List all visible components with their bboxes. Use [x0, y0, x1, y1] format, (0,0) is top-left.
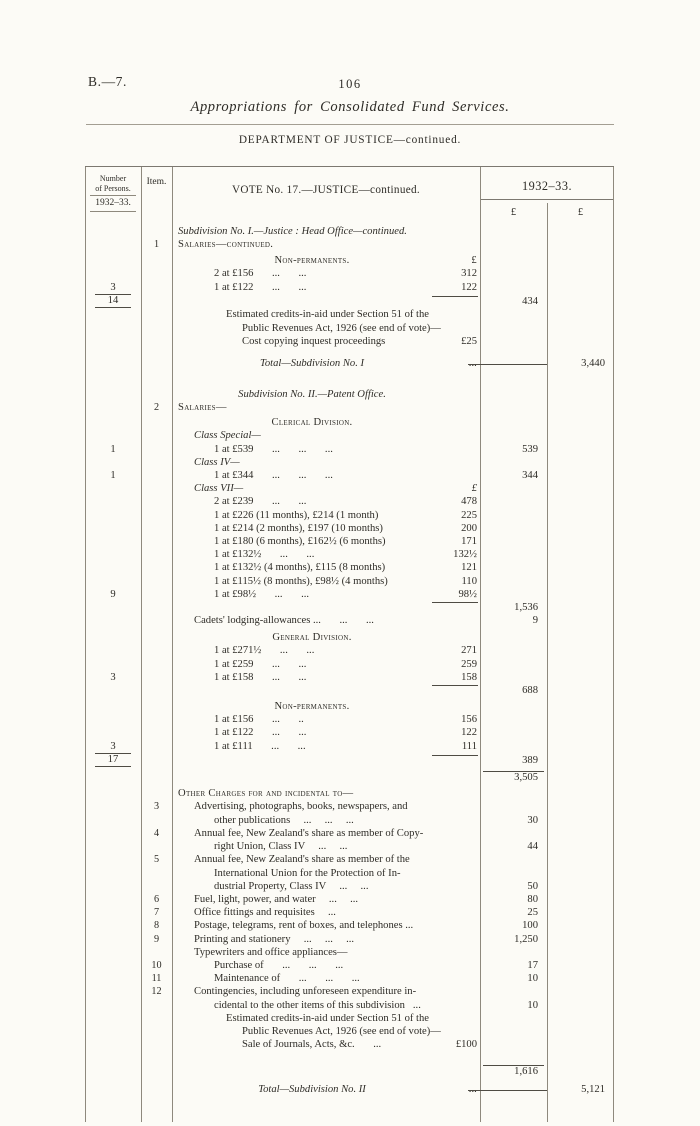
entry-cell [172, 959, 480, 972]
entry-text: 2 at £239 ... ... [214, 496, 307, 508]
entry-cell [172, 254, 480, 267]
table-border-left [85, 167, 86, 1122]
entry-text: Estimated credits-in-aid under Section 51 of the [226, 309, 429, 321]
spacer-row [85, 348, 614, 357]
pound-symbol-2: £ [577, 207, 584, 218]
entry-text: Estimated credits-in-aid under Section 51 of the [226, 1012, 429, 1024]
persons-cell: 3 [110, 740, 116, 752]
entry-text: International Union for the Protection of In- [214, 867, 401, 879]
entry-cell [172, 726, 480, 739]
table-border-right [613, 167, 614, 1122]
table-body [85, 225, 614, 1122]
entry-cell [172, 933, 480, 946]
entry-text: Cadets' lodging-allowances ... ... ... [194, 615, 374, 627]
entry-text: 1 at £98½ ... ... [214, 588, 310, 600]
table-row [85, 999, 614, 1012]
entry-text: 1 at £122 ... ... [214, 727, 307, 739]
amount-col-1-cell: 3,505 [480, 771, 547, 784]
table-row [85, 814, 614, 827]
table-header [85, 167, 614, 225]
entry-text: Total—Subdivision No. II [258, 1083, 366, 1095]
table-row [85, 509, 614, 522]
entry-text: 1 at £180 (6 months), £162½ (6 months) [214, 536, 386, 548]
entry-cell [172, 1083, 480, 1096]
persons-cell [85, 753, 141, 768]
entry-text: 1 at £539 ... ... ... [214, 443, 333, 455]
spacer-row [85, 1096, 614, 1122]
entry-text: Annual fee, New Zealand's share as member of Copy- [194, 827, 424, 839]
entry-text: Printing and stationery ... ... ... [194, 933, 355, 945]
entry-cell [172, 575, 480, 588]
amount-col-1-cell [480, 1083, 547, 1096]
entry-text: Subdivision No. II.—Patent Office. [238, 389, 386, 401]
year-label: 1932–33. [521, 179, 573, 193]
table-row [85, 867, 614, 880]
amount-col-1-cell: 100 [522, 920, 538, 932]
inner-amount: 225 [461, 509, 477, 521]
entry-cell [172, 631, 480, 644]
entry-text: Public Revenues Act, 1926 (see end of vote)— [242, 322, 441, 334]
amount-col-1-cell: 30 [527, 814, 538, 826]
entry-text: Class IV— [194, 456, 240, 468]
entry-cell [172, 671, 480, 684]
entry-text: Non-permanents. [274, 255, 350, 267]
entry-cell [172, 308, 480, 321]
sum-rule [432, 755, 478, 756]
inner-amount: ... [469, 358, 477, 370]
entry-text: 1 at £214 (2 months), £197 (10 months) [214, 522, 383, 534]
inner-amount: 110 [461, 575, 477, 587]
table-row [85, 308, 614, 321]
persons-cell [85, 294, 141, 309]
table-row [85, 456, 614, 469]
entry-cell [172, 700, 480, 713]
item-cell: 4 [153, 827, 160, 839]
entry-cell [172, 469, 480, 482]
persons-sum: 17 [95, 753, 131, 768]
department-heading: DEPARTMENT OF JUSTICE—continued. [238, 134, 462, 146]
entry-text: Salaries— [178, 402, 227, 414]
table-row [85, 322, 614, 335]
item-cell: 1 [153, 239, 160, 251]
inner-amount: £100 [455, 1039, 477, 1051]
entry-cell [172, 658, 480, 671]
table-row [85, 522, 614, 535]
entry-cell [172, 495, 480, 508]
entry-text: Clerical Division. [271, 417, 353, 429]
spacer-row [85, 1051, 614, 1065]
table-row [85, 383, 614, 401]
table-row [85, 697, 614, 713]
entry-cell [172, 509, 480, 522]
entry-cell [172, 588, 480, 601]
persons-column-header [85, 167, 141, 225]
table-row [85, 933, 614, 946]
amount-col-1-cell: 9 [532, 615, 538, 627]
amount-col-1-cell: 50 [527, 880, 538, 892]
entry-text: Subdivision No. I.—Justice : Head Office—continued. [178, 226, 407, 237]
entry-cell [172, 853, 480, 866]
entry-text: Fuel, light, power, and water ... ... [194, 893, 359, 905]
table-row [85, 906, 614, 919]
entry-cell [172, 238, 480, 251]
item-cell: 3 [153, 801, 160, 813]
entry-text: cidental to the other items of this subdivision ... [214, 999, 421, 1011]
entry-cell [172, 614, 480, 627]
entry-text: Class Special— [194, 430, 261, 442]
item-cell: 2 [153, 402, 160, 414]
entry-text: 1 at £122 ... ... [214, 281, 307, 293]
item-cell: 5 [153, 854, 160, 866]
table-row [85, 443, 614, 456]
entry-cell [172, 985, 480, 998]
table-row [85, 671, 614, 684]
inner-amount: 312 [461, 268, 477, 280]
divider-persons-item [141, 167, 142, 1122]
entry-cell [172, 561, 480, 574]
persons-header-rule [90, 195, 136, 196]
table-row [85, 985, 614, 998]
entry-text: right Union, Class IV ... ... [214, 841, 348, 853]
table-row [85, 225, 614, 238]
entry-cell [172, 919, 480, 932]
table-row [85, 1012, 614, 1025]
entry-text: 1 at £111 ... ... [214, 740, 306, 752]
persons-header-rule-2 [90, 211, 136, 212]
table-row [85, 294, 614, 309]
entry-text: Office fittings and requisites ... [194, 907, 336, 919]
entry-text: Salaries—continued. [178, 239, 274, 251]
item-cell: 9 [153, 933, 160, 945]
table-row [85, 713, 614, 726]
entry-cell [172, 429, 480, 442]
inner-amount: 478 [461, 496, 477, 508]
entry-text: 1 at £226 (11 months), £214 (1 month) [214, 509, 379, 521]
entry-text: Cost copying inquest proceedings [242, 335, 386, 347]
sum-rule [432, 685, 478, 686]
table-row [85, 335, 614, 348]
entry-text: 1 at £132½ (4 months), £115 (8 months) [214, 562, 386, 574]
entry-cell [172, 522, 480, 535]
table-row [85, 238, 614, 251]
table-row [85, 784, 614, 800]
table-row [85, 627, 614, 644]
inner-amount: 156 [461, 714, 477, 726]
table-row [85, 853, 614, 866]
entry-cell [172, 906, 480, 919]
table-row [85, 753, 614, 768]
table-row [85, 827, 614, 840]
amount-col-1-cell: 80 [527, 893, 538, 905]
table-row [85, 767, 614, 784]
entry-text: Total—Subdivision No. I [259, 358, 365, 370]
inner-amount: ... [469, 1083, 477, 1095]
entry-text: Sale of Journals, Acts, &c. ... [242, 1039, 382, 1051]
inner-amount: 122 [461, 281, 477, 293]
entry-text: General Division. [272, 632, 352, 644]
entry-cell [172, 335, 480, 348]
persons-cell: 1 [110, 470, 116, 482]
entry-cell [172, 1012, 480, 1025]
entry-cell [172, 946, 480, 959]
inner-amount: 98½ [458, 588, 477, 600]
entry-cell [172, 357, 480, 370]
persons-header-line2: of Persons. [95, 183, 131, 193]
table-row [85, 800, 614, 813]
page-number: 106 [338, 77, 362, 91]
entry-cell [172, 814, 480, 827]
entry-cell [172, 225, 480, 238]
entry-text: 1 at £344 ... ... ... [214, 470, 333, 482]
entry-text: Class VII— [194, 483, 244, 495]
entry-text: 1 at £156 ... .. [214, 714, 304, 726]
persons-header-line1: Number [99, 174, 127, 183]
amount-col-1-cell: 344 [522, 470, 538, 482]
table-row [85, 1065, 614, 1078]
table-row [85, 548, 614, 561]
inner-amount: 271 [461, 645, 477, 657]
amount-col-1-cell: 1,250 [514, 933, 538, 945]
table-row [85, 601, 614, 614]
table-row [85, 588, 614, 601]
table-row [85, 251, 614, 267]
entry-text: Non-permanents. [274, 701, 350, 713]
table-row [85, 429, 614, 442]
entry-cell [172, 827, 480, 840]
amount-col-1-cell: 389 [522, 755, 538, 767]
entry-cell [172, 1038, 480, 1051]
table-row [85, 880, 614, 893]
amount-col-1-cell: 10 [527, 973, 538, 985]
persons-sum: 14 [95, 294, 131, 309]
amount-col-1-cell: 688 [522, 685, 538, 697]
inner-amount: 121 [461, 562, 477, 574]
inner-amount: 171 [461, 536, 477, 548]
entry-cell [172, 644, 480, 657]
table-row [85, 614, 614, 627]
inner-amount: 111 [461, 740, 477, 752]
table-row [85, 919, 614, 932]
amount-col-1-cell: 434 [522, 296, 538, 308]
entry-cell [172, 893, 480, 906]
sum-rule [432, 602, 478, 603]
entry-cell [172, 456, 480, 469]
amount-col-1-cell: 10 [527, 999, 538, 1011]
table-row [85, 959, 614, 972]
entry-cell [172, 535, 480, 548]
entry-text: 1 at £259 ... ... [214, 658, 307, 670]
entry-cell [172, 482, 480, 495]
entry-text: dustrial Property, Class IV ... ... [214, 880, 369, 892]
persons-cell: 3 [110, 671, 116, 683]
pound-symbol-1: £ [510, 207, 517, 218]
entry-text: 1 at £271½ ... ... [214, 645, 315, 657]
entry-text: Purchase of ... ... ... [214, 959, 344, 971]
table-row [85, 357, 614, 370]
table-row [85, 469, 614, 482]
inner-amount: 132½ [453, 549, 477, 561]
persons-cell: 1 [110, 443, 116, 455]
item-column-header: Item. [146, 177, 167, 187]
entry-text: Annual fee, New Zealand's share as member of the [194, 854, 410, 866]
table-row [85, 684, 614, 697]
inner-amount: 122 [461, 727, 477, 739]
inner-amount: £25 [461, 335, 477, 347]
item-cell: 7 [153, 907, 160, 919]
entry-cell [172, 267, 480, 280]
table-row [85, 495, 614, 508]
entry-cell [172, 281, 480, 294]
amount-col-2-cell: 3,440 [581, 358, 605, 370]
amount-col-1-cell [480, 357, 547, 370]
page-label: B.—7. [88, 74, 128, 89]
entry-text: 1 at £115½ (8 months), £98½ (4 months) [214, 575, 388, 587]
vote-title: VOTE No. 17.—JUSTICE—continued. [232, 184, 420, 196]
item-cell: 6 [153, 893, 160, 905]
inner-amount: £ [471, 255, 477, 267]
table-row [85, 281, 614, 294]
entry-cell [172, 713, 480, 726]
spacer-row [85, 370, 614, 383]
persons-header-year: 1932–33. [95, 198, 131, 208]
entry-cell [172, 840, 480, 853]
entry-cell [172, 548, 480, 561]
entry-cell [172, 740, 480, 753]
table-row [85, 658, 614, 671]
table-row [85, 401, 614, 414]
entry-text: Contingencies, including unforeseen expenditure in- [194, 986, 417, 998]
divider-amount1-amount2 [547, 203, 548, 1122]
inner-amount: £ [471, 483, 477, 495]
table-row [85, 946, 614, 959]
sum-rule [432, 296, 478, 297]
entry-cell [172, 388, 480, 401]
table-row [85, 740, 614, 753]
entry-cell [172, 443, 480, 456]
persons-cell: 3 [110, 281, 116, 293]
entry-cell [172, 322, 480, 335]
item-cell: 12 [151, 986, 162, 998]
amount-col-1-cell: 539 [522, 443, 538, 455]
table-row [85, 1025, 614, 1038]
entry-cell [172, 787, 480, 800]
amount-col-1-cell: 44 [527, 841, 538, 853]
table-row [85, 840, 614, 853]
appropriations-table [85, 166, 614, 1122]
persons-cell: 9 [110, 588, 116, 600]
entry-cell [172, 800, 480, 813]
amount-col-1-cell: 1,536 [514, 602, 538, 614]
amount-col-1-cell: 1,616 [480, 1065, 547, 1078]
entry-text: 2 at £156 ... ... [214, 268, 307, 280]
entry-text: other publications ... ... ... [214, 814, 354, 826]
table-row [85, 561, 614, 574]
entry-cell [172, 416, 480, 429]
item-cell: 11 [151, 973, 162, 985]
entry-text: Maintenance of ... ... ... [214, 973, 360, 985]
inner-amount: 200 [461, 522, 477, 534]
entry-text: Postage, telegrams, rent of boxes, and telephones ... [194, 920, 414, 932]
table-row [85, 1038, 614, 1051]
entry-cell [172, 1025, 480, 1038]
table-row [85, 726, 614, 739]
inner-amount: 158 [461, 671, 477, 683]
item-cell: 10 [151, 959, 162, 971]
entry-cell [172, 867, 480, 880]
table-row [85, 482, 614, 495]
title-rule [86, 124, 614, 125]
entry-text: Typewriters and office appliances— [194, 946, 348, 958]
entry-cell [172, 880, 480, 893]
entry-cell [172, 401, 480, 414]
table-row [85, 893, 614, 906]
amount-col-1-cell: 25 [527, 907, 538, 919]
entry-text: 1 at £132½ ... ... [214, 549, 315, 561]
entry-text: Other Charges for and incidental to— [178, 788, 354, 800]
entry-text: 1 at £158 ... ... [214, 671, 307, 683]
document-title: Appropriations for Consolidated Fund Services. [190, 99, 510, 115]
table-row [85, 267, 614, 280]
entry-text: Advertising, photographs, books, newspapers, and [194, 801, 408, 813]
entry-cell [172, 999, 480, 1012]
inner-amount: 259 [461, 658, 477, 670]
amount-col-1-cell: 17 [527, 959, 538, 971]
table-row [85, 575, 614, 588]
table-row [85, 414, 614, 429]
entry-text: Public Revenues Act, 1926 (see end of vote)— [242, 1025, 441, 1037]
amount-col-2-cell: 5,121 [581, 1083, 605, 1095]
table-row [85, 644, 614, 657]
entry-cell [172, 972, 480, 985]
table-row [85, 1083, 614, 1096]
table-row [85, 972, 614, 985]
item-cell: 8 [153, 920, 160, 932]
table-row [85, 535, 614, 548]
